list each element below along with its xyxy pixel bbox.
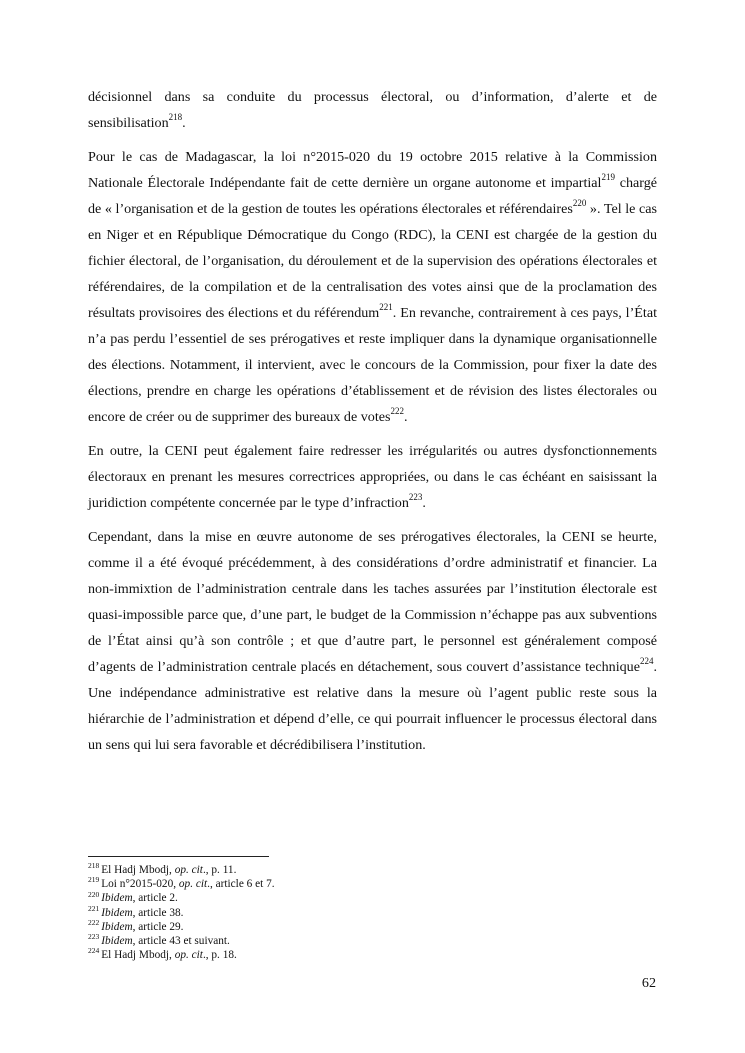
body-text [88,84,657,766]
paragraph-text: ». Tel le cas en Niger et en République Démocratique du Congo (RDC), la CENI est chargée de la gestion du fichier électoral, de l’organisation, du déroulement et de la supervision des opérations électorales et référendaires, de la compilation et de la centralisation des votes ainsi que de la proclamation des résultats provisoires des élections et du référendum [88,201,657,321]
footnote-italic: op. cit [178,878,208,891]
paragraph-text: Cependant, dans la mise en œuvre autonome de ses prérogatives électorales, la CENI se heurte, comme il a été évoqué précédemment, à des considérations d’ordre administratif et financier. La non-immixtion de l’administration centrale dans les taches assurées par l’institution électorale est quasi-impossible parce que, d’une part, le budget de la Commission n’échappe pas aux subventions de l’État ainsi qu’à son contrôle ; et que d’autre part, le personnel est généralement composé d’agents de l’administration centrale placés en détachement, sous couvert d’assistance technique [88,529,657,675]
footnote-italic: Ibidem [101,935,133,948]
paragraph-text: En outre, la CENI peut également faire redresser les irrégularités ou autres dysfonctionnements électoraux en prenant les mesures correctrices appropriées, ou dans le cas échéant en saisissant la juridiction compétente concernée par le type d’infraction [88,443,657,511]
footnote-ref: 218 [168,112,183,123]
paragraph-4 [88,524,657,758]
footnote-text: Loi n°2015-020, [101,878,179,891]
footnote-number: 220 [88,889,100,899]
footnote-224 [88,948,657,962]
footnote-text: ., p. 11. [202,864,237,876]
footnote-separator [88,856,269,857]
paragraph-text: . [404,409,408,425]
footnote-ref: 224 [639,656,654,667]
footnote-text: , article 29. [132,920,184,933]
footnote-number: 222 [88,918,100,928]
footnote-218 [88,863,657,877]
footnote-ref: 221 [379,302,393,313]
footnote-italic: Ibidem [101,906,133,919]
paragraph-2 [88,144,657,430]
footnote-223 [88,934,657,948]
footnote-italic: op. cit [174,864,203,876]
footnote-text: , article 2. [132,892,178,905]
footnote-219 [88,877,657,891]
footnote-number: 224 [88,946,100,956]
footnote-220 [88,891,657,905]
footnote-text: El Hadj Mbodj, [101,949,175,962]
footnote-ref: 222 [390,406,404,417]
paragraph-text: chargé de « l’organisation et de la gestion de toutes les opérations électorales et référendaires [88,175,657,217]
footnote-221 [88,903,657,920]
footnote-number: 223 [88,932,100,942]
paragraph-3 [88,438,657,516]
footnote-text: ., p. 18. [202,949,237,962]
footnotes [88,863,657,962]
footnote-ref: 219 [601,172,615,183]
footnote-text: , article 43 et suivant. [132,935,230,948]
page-number: 62 [641,975,656,991]
footnote-number: 221 [88,903,100,913]
paragraph-text: Pour le cas de Madagascar, la loi n°2015-020 du 19 octobre 2015 relative à la Commission Nationale Électorale Indépendante fait de cette dernière un organe autonome et impartial [88,149,657,191]
footnote-italic: op. cit [174,949,203,962]
footnote-text: , article 38. [132,906,184,919]
paragraph-text: . [422,495,426,511]
footnote-222 [88,920,657,934]
footnote-text: ., article 6 et 7. [207,878,275,891]
paragraph-1 [88,84,657,136]
paragraph-text: décisionnel dans sa conduite du processus électoral, ou d’information, d’alerte et de sensibilisation [88,89,657,131]
paragraph-text: . En revanche, contrairement à ces pays, l’État n’a pas perdu l’essentiel de ses prérogatives et reste impliquer dans la dynamique organisationnelle des élections. Notamment, il intervient, avec le concours de la Commission, pour fixer la date des élections, prendre en charge les opérations d’établissement et de révision des listes électorales ou encore de créer ou de supprimer des bureaux de votes [88,305,657,425]
footnote-number: 218 [88,861,100,871]
footnote-text: El Hadj Mbodj, [101,864,175,876]
footnote-number: 219 [88,875,100,885]
paragraph-text: . Une indépendance administrative est relative dans la mesure où l’agent public reste sous la hiérarchie de l’administration et dépend d’elle, ce qui pourrait influencer le processus électoral dans un sens qui lui sera favorable et décrédibilisera l’institution. [88,659,657,753]
footnote-italic: Ibidem [101,892,133,905]
footnote-italic: Ibidem [101,920,133,933]
footnote-ref: 220 [572,198,587,209]
paragraph-text: . [182,115,186,131]
footnote-ref: 223 [408,492,423,503]
